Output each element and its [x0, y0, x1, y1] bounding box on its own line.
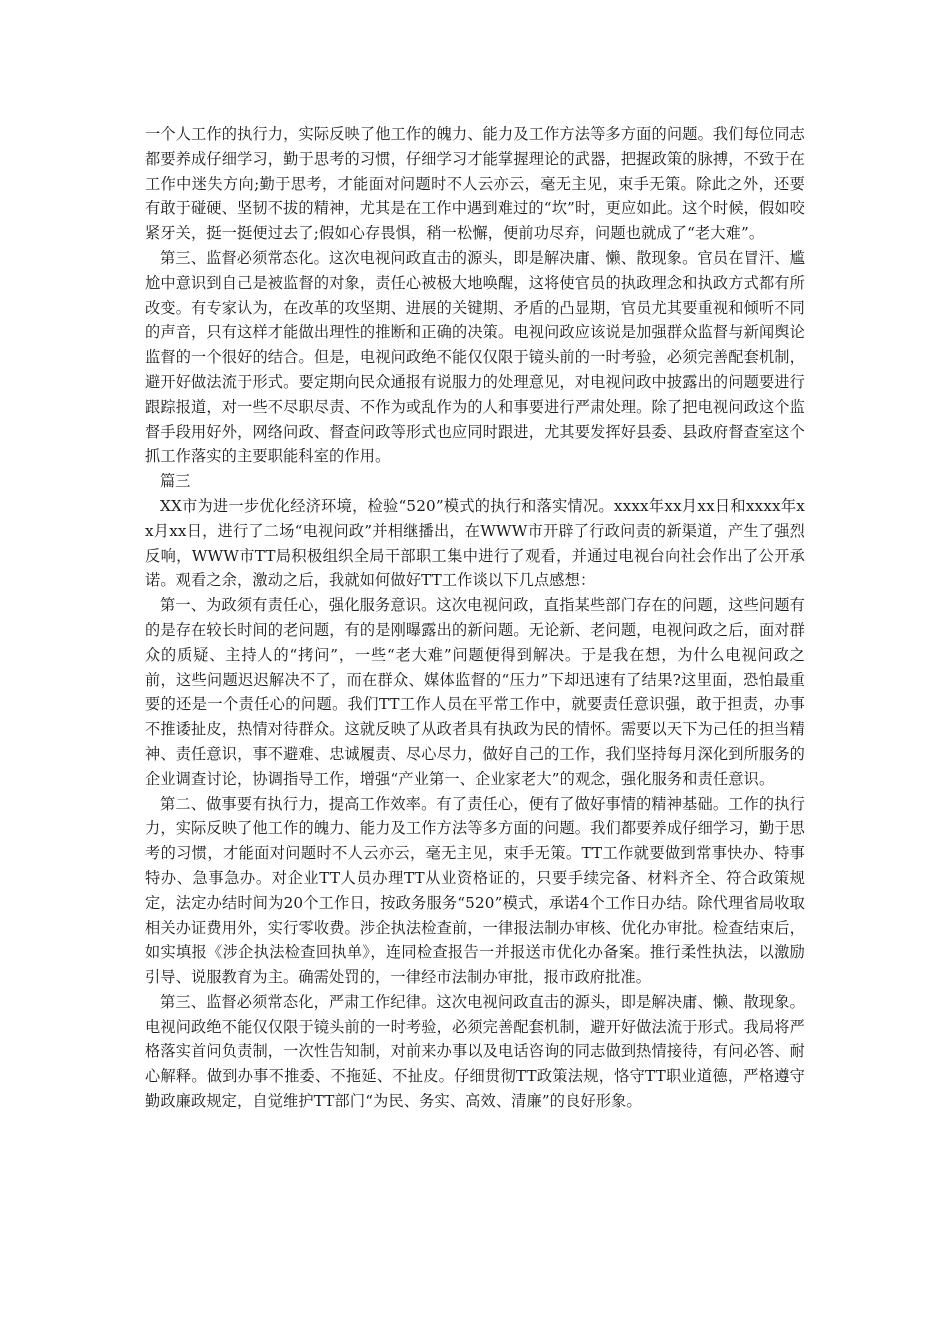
paragraph-1: 一个人工作的执行力，实际反映了他工作的魄力、能力及工作方法等多方面的问题。我们每位同志都要养成仔细学习，勤于思考的习惯，仔细学习才能掌握理论的武器，把握政策的脉搏，不致于在工作中迷失方向;勤于思考，才能面对问题时不人云亦云，毫无主见，束手无策。除此之外，还要有敢于碰硬、坚韧不拔的精神，尤其是在工作中遇到难过的“坎”时，更应如此。这个时候，假如咬紧牙关，挺一挺便过去了;假如心存畏惧，稍一松懈，便前功尽弃，问题也就成了“老大难”。	[145, 125, 806, 243]
paragraph-3: XX市为进一步优化经济环境，检验“520”模式的执行和落实情况。xxxx年xx月xx日和xxxx年xx月xx日，进行了二场“电视问政”并相继播出，在WWW市开辟了行政问责的新渠道，产生了强烈反响，WWW市TT局积极组织全局干部职工集中进行了观看，并通过电视台向社会作出了公开承诺。观看之余，激动之后，我就如何做好TT工作谈以下几点感想：	[145, 496, 805, 590]
document-page	[145, 122, 805, 1114]
paragraph-2: 第三、监督必须常态化。这次电视问政直击的源头，即是解决庸、懒、散现象。官员在冒汗、尴尬中意识到自己是被监督的对象，责任心被极大地唤醒，这将使官员的执政理念和执政方式都有所改变。有专家认为，在改革的攻坚期、进展的关键期、矛盾的凸显期，官员尤其要重视和倾听不同的声音，只有这样才能做出理性的推断和正确的决策。电视问政应该说是加强群众监督与新闻舆论监督的一个很好的结合。但是，电视问政绝不能仅仅限于镜头前的一时考验，必须完善配套机制，避开好做法流于形式。要定期向民众通报有说服力的处理意见，对电视问政中披露出的问题要进行跟踪报道，对一些不尽职尽责、不作为或乱作为的人和事要进行严肃处理。除了把电视问政这个监督手段用好外，网络问政、督查问政等形式也应同时跟进，尤其要发挥好县委、县政府督查室这个抓工作落实的主要职能科室的作用。	[145, 248, 805, 466]
section-heading-pian-san: 篇三	[160, 472, 191, 491]
paragraph-6: 第三、监督必须常态化，严肃工作纪律。这次电视问政直击的源头，即是解决庸、懒、散现象。电视问政绝不能仅仅限于镜头前的一时考验，必须完善配套机制，避开好做法流于形式。我局将严格落实首问负责制，一次性告知制，对前来办事以及电话咨询的同志做到热情接待，有问必答、耐心解释。做到办事不推委、不拖延、不扯皮。仔细贯彻TT政策法规，恪守TT职业道德，严格遵守勤政廉政规定，自觉维护TT部门“为民、务实、高效、清廉”的良好形象。	[145, 992, 805, 1111]
paragraph-4: 第一、为政须有责任心，强化服务意识。这次电视问政，直指某些部门存在的问题，这些问题有的是存在较长时间的老问题，有的是刚曝露出的新问题。无论新、老问题，电视问政之后，面对群众的质疑、主持人的“拷问”，一些“老大难”问题便得到解决。于是我在想，为什么电视问政之前，这些问题迟迟解决不了，而在群众、媒体监督的“压力”下却迅速有了结果?这里面，恐怕最重要的还是一个责任心的问题。我们TT工作人员在平常工作中，就要责任意识强，敢于担责，办事不推诿扯皮，热情对待群众。这就反映了从政者具有执政为民的情怀。需要以天下为己任的担当精神、责任意识，事不避难、忠诚履责、尽心尽力，做好自己的工作，我们坚持每月深化到所服务的企业调查讨论，协调指导工作，增强“产业第一、企业家老大”的观念，强化服务和责任意识。	[145, 596, 805, 788]
paragraph-5: 第二、做事要有执行力，提高工作效率。有了责任心，便有了做好事情的精神基础。工作的执行力，实际反映了他工作的魄力、能力及工作方法等多方面的问题。我们都要养成仔细学习，勤于思考的习惯，才能面对问题时不人云亦云，毫无主见，束手无策。TT工作就要做到常事快办、特事特办、急事急办。对企业TT人员办理TT从业资格证的，只要手续完备、材料齐全、符合政策规定，法定办结时间为20个工作日，按政务服务“520”模式，承诺4个工作日办结。除代理省局收取相关办证费用外，实行零收费。涉企执法检查前，一律报法制办审核、优化办审批。检查结束后，如实填报《涉企执法检查回执单》，连同检查报告一并报送市优化办备案。推行柔性执法，以激励引导、说服教育为主。确需处罚的，一律经市法制办审批，报市政府批准。	[145, 794, 805, 987]
